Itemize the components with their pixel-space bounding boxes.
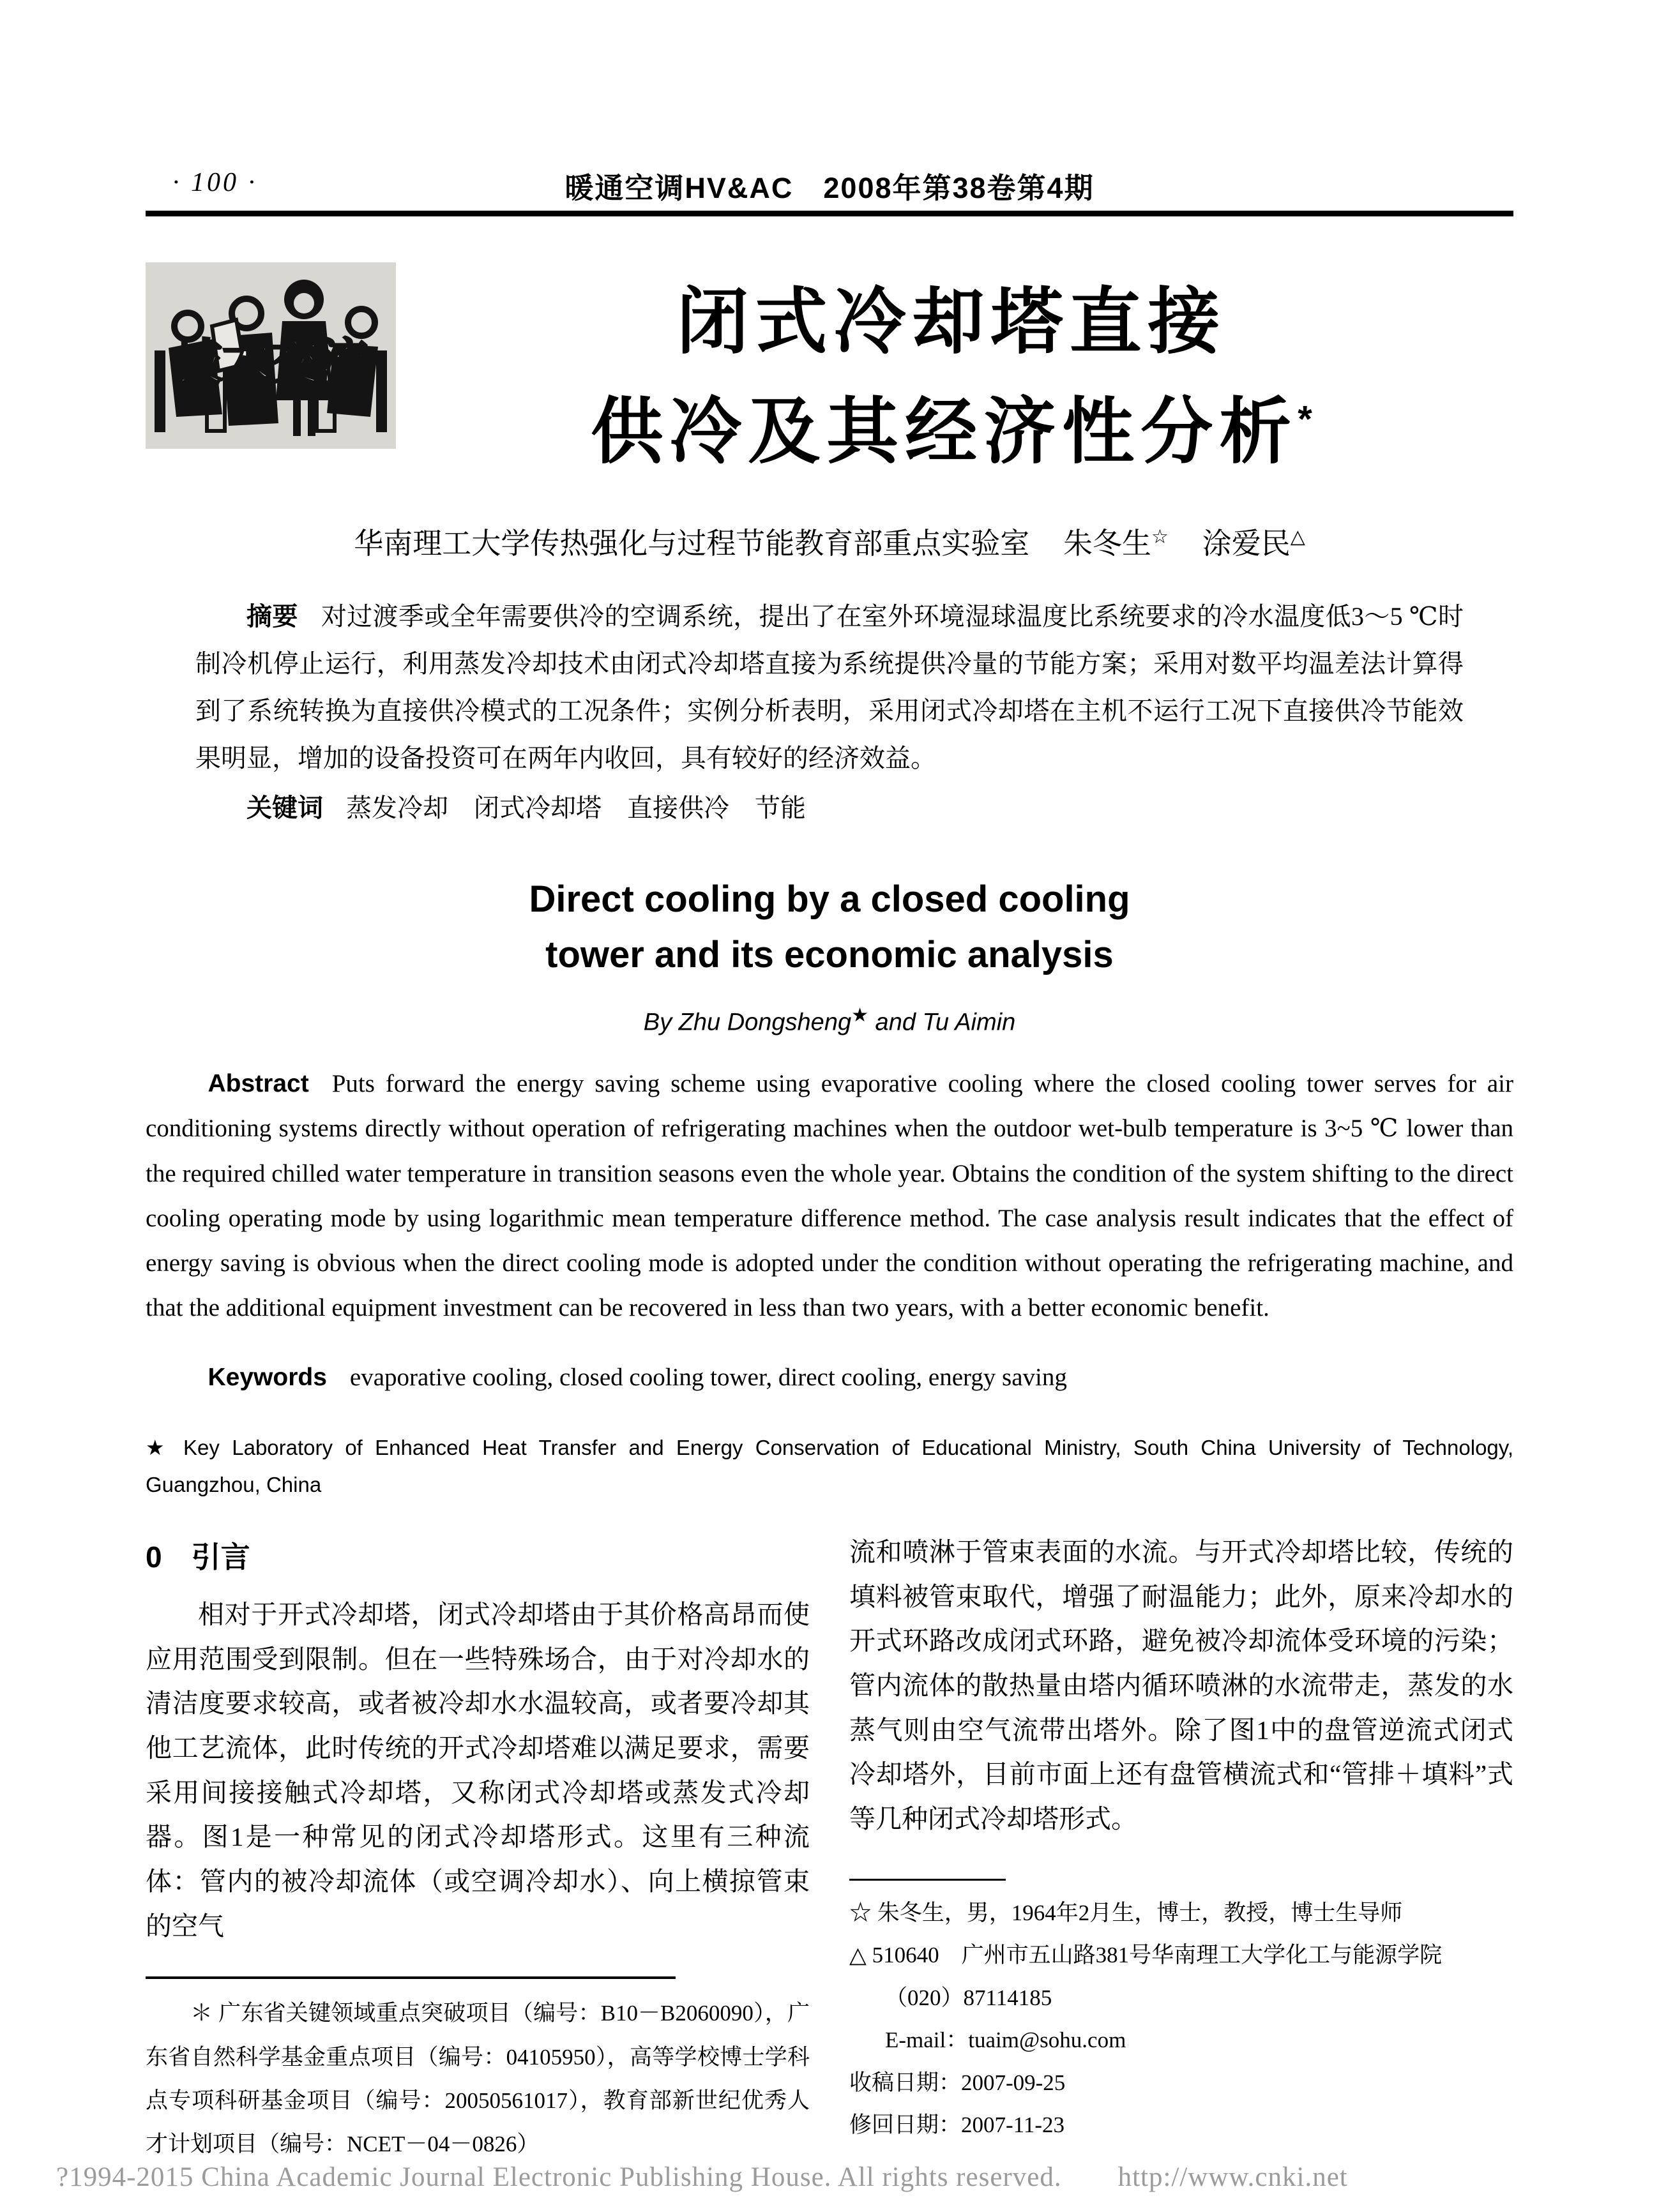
- journal-title: 暖通空调HV&AC 2008年第38卷第4期: [564, 172, 1095, 204]
- byline-en: [146, 1004, 1513, 1037]
- article-title-line2: 供冷及其经济性分析: [591, 391, 1298, 472]
- keywords-en-label: Keywords: [208, 1364, 327, 1392]
- page-number: · 100 ·: [172, 168, 257, 197]
- byline-en-marker: ★: [851, 1004, 868, 1026]
- author-2-marker: △: [1290, 526, 1305, 548]
- article-title-en: [146, 871, 1513, 982]
- header-rule: [146, 211, 1513, 216]
- abstract-cn: [195, 593, 1464, 782]
- byline-en-authors: By Zhu Dongsheng: [643, 1009, 852, 1036]
- technical-exchange-logo: [146, 262, 396, 449]
- fund-footnote: ＊ 广东省关键领域重点突破项目（编号：B10－B2060090），广东省自然科学基金重点项目（编号：04105950），高等学校博士学科点专项科研基金项目（编号：20050561017），教育部新世纪优秀人才计划项目（编号：NCET－04－0826）: [146, 2001, 810, 2157]
- revised-date: 修回日期：2007-11-23: [849, 2112, 1065, 2138]
- abstract-cn-label: 摘要: [246, 602, 298, 631]
- abstract-en-label: Abstract: [208, 1070, 309, 1098]
- article-title-en-line2: tower and its economic analysis: [545, 933, 1114, 975]
- keywords-en-text: evaporative cooling, closed cooling tower, direct cooling, energy saving: [349, 1364, 1067, 1392]
- section-heading-intro: 0 引言: [146, 1540, 250, 1574]
- body-columns: [146, 1530, 1513, 2189]
- article-title-en-line1: Direct cooling by a closed cooling: [529, 878, 1130, 920]
- abstract-cn-text: 对过渡季或全年需要供冷的空调系统，提出了在室外环境湿球温度比系统要求的冷水温度低3～5 ℃时制冷机停止运行，利用蒸发冷却技术由闭式冷却塔直接为系统提供冷量的节能方案；采用对数平均温差法计算得到了系统转换为直接供冷模式的工况条件；实例分析表明，采用闭式冷却塔在主机不运行工况下直接供冷节能效果明显，增加的设备投资可在两年内收回，具有较好的经济效益。: [195, 601, 1464, 772]
- title-footnote-marker: *: [1298, 398, 1312, 440]
- intro-paragraph-left: 相对于开式冷却塔，闭式冷却塔由于其价格高昂而使应用范围受到限制。但在一些特殊场合，由于对冷却水的清洁度要求较高，或者被冷却水水温较高，或者要冷却其他工艺流体，此时传统的开式冷却塔难以满足要求，需要采用间接接触式冷却塔，又称闭式冷却塔或蒸发式冷却器。图1是一种常见的闭式冷却塔形式。这里有三种流体：管内的被冷却流体（或空调冷却水）、向上横掠管束的空气: [146, 1599, 810, 1941]
- keywords-cn-text: 蒸发冷却 闭式冷却塔 直接供冷 节能: [346, 793, 806, 822]
- keywords-cn-label: 关键词: [246, 794, 323, 822]
- author-footnote-phone: （020）87114185: [885, 1985, 1052, 2010]
- author-2: 涂爱民: [1202, 526, 1291, 560]
- received-date: 收稿日期：2007-09-25: [849, 2070, 1066, 2095]
- byline-cn: [146, 520, 1513, 562]
- author-footnote-line: △ 510640 广州市五山路381号华南理工大学化工与能源学院: [849, 1943, 1443, 1968]
- running-header: [146, 165, 1513, 204]
- author-footnote-email: E-mail：tuaim@sohu.com: [885, 2028, 1126, 2053]
- intro-paragraph-right: 流和喷淋于管束表面的水流。与开式冷却塔比较，传统的填料被管束取代，增强了耐温能力；此外，原来冷却水的开式环路改成闭式环路，避免被冷却流体受环境的污染；管内流体的散热量由塔内循环喷淋的水流带走，蒸发的水蒸气则由空气流带出塔外。除了图1中的盘管逆流式闭式冷却塔外，目前市面上还有盘管横流式和“管排＋填料”式等几种闭式冷却塔形式。: [849, 1537, 1513, 1834]
- abstract-en-text: Puts forward the energy saving scheme using evaporative cooling where the closed cooling tower serves for air conditioning systems directly without operation of refrigerating machines when the outdoor wet-bulb temperature is 3~5 ℃ lower than the required chilled water temperature in transition seasons even the whole year. Obtains the condition of the system shifting to the direct cooling operating mode by using logarithmic mean temperature difference method. The case analysis result indicates that the effect of energy saving is obvious when the direct cooling mode is adopted under the condition without operating the refrigerating machine, and that the additional equipment investment can be recovered in less than two years, with a better economic benefit.: [146, 1070, 1513, 1322]
- byline-en-suffix: and Tu Aimin: [868, 1009, 1016, 1036]
- meeting-people-icon: [146, 262, 396, 449]
- cnki-copyright-footer: ?1994-2015 China Academic Journal Electronic Publishing House. All rights reserved. http://www.cnki.net: [56, 2162, 1348, 2192]
- article-title-cn: [396, 262, 1513, 487]
- abstract-en: [146, 1062, 1513, 1330]
- author-footnote: [849, 1892, 1513, 2147]
- keywords-en: [146, 1355, 1513, 1400]
- title-section: [146, 262, 1513, 487]
- footnote-rule-right: [849, 1879, 1006, 1881]
- logo-caption: 技术交流: [174, 335, 368, 389]
- article-title-line1: 闭式冷却塔直接: [676, 282, 1227, 362]
- author-1: 朱冬生: [1063, 526, 1151, 560]
- left-column: [146, 1530, 810, 2189]
- affiliation-cn: 华南理工大学传热强化与过程节能教育部重点实验室: [354, 526, 1030, 560]
- author-1-marker: ☆: [1151, 526, 1169, 548]
- footnote-rule-left: [146, 1976, 676, 1979]
- affiliation-en: ★ Key Laboratory of Enhanced Heat Transfer and Energy Conservation of Educational Ministry, South China University of Technology, Guangzhou, China: [146, 1436, 1513, 1497]
- author-footnote-line: ☆ 朱冬生，男，1964年2月生，博士，教授，博士生导师: [849, 1900, 1403, 1925]
- right-column: [849, 1530, 1513, 2189]
- keywords-cn: [195, 785, 1464, 832]
